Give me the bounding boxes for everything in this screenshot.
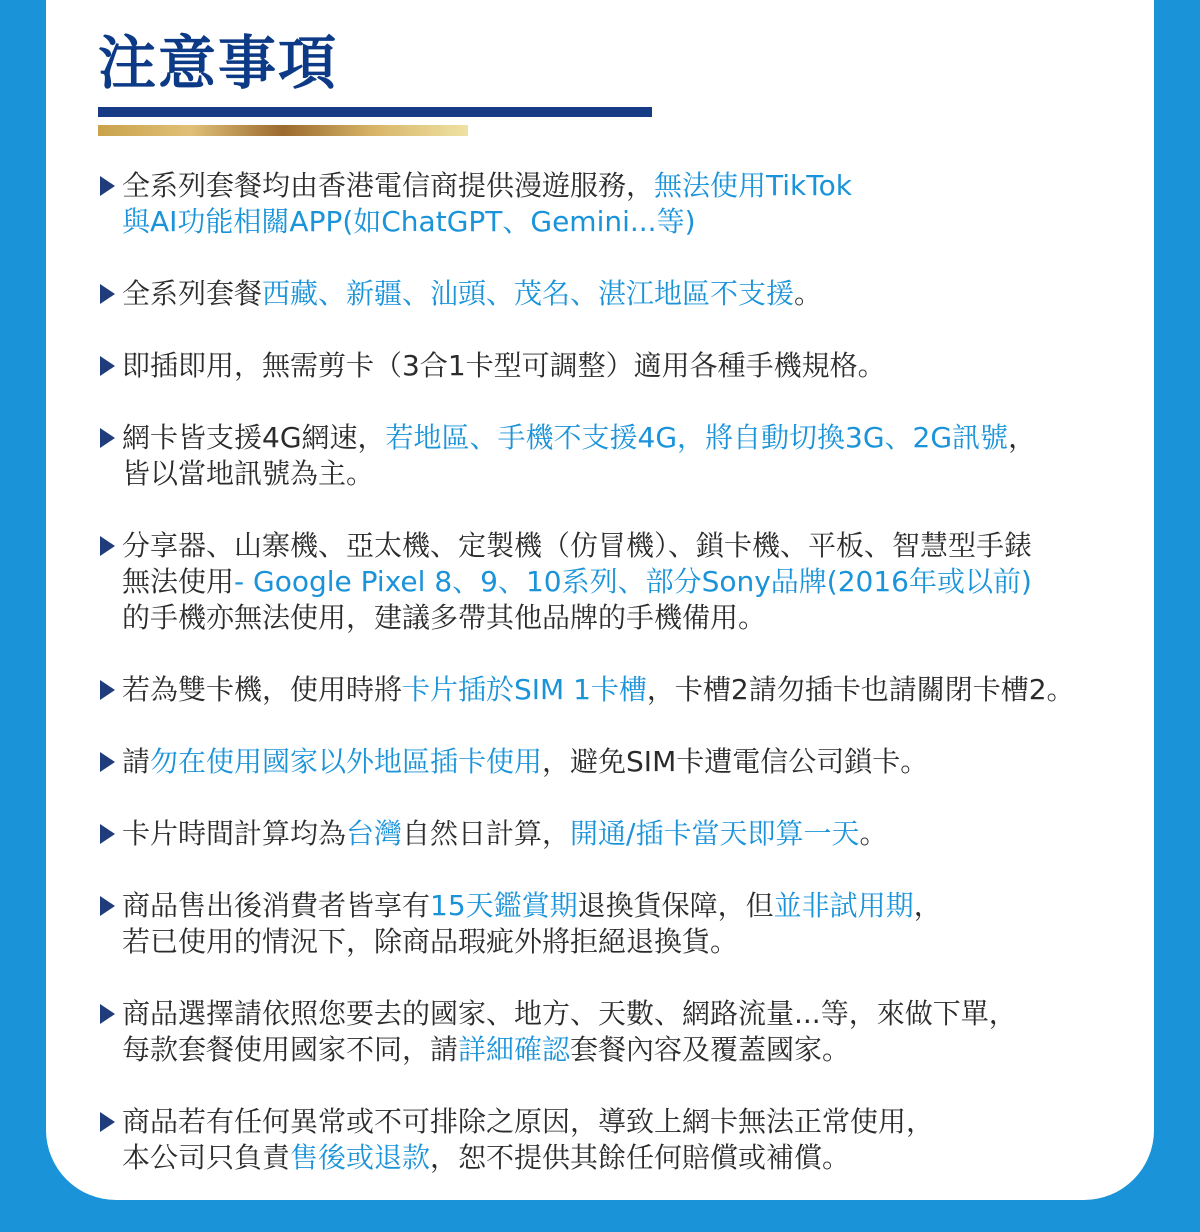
list-item-text [122, 744, 1152, 780]
list-item-text [122, 888, 1152, 960]
triangle-right-icon [100, 752, 115, 772]
list-item-text [122, 816, 1152, 852]
triangle-right-icon [100, 824, 115, 844]
text-segment: 商品售出後消費者皆享有 [122, 889, 431, 922]
text-segment: 。 [794, 277, 823, 310]
highlight-text: 詳細確認 [458, 1033, 571, 1066]
triangle-right-icon [100, 1112, 115, 1132]
text-segment: 皆以當地訊號為主。 [122, 457, 375, 490]
highlight-text: 並非試用期 [773, 889, 914, 922]
highlight-text: 與AI功能相關APP(如ChatGPT、Gemini...等) [122, 205, 696, 238]
highlight-text: 卡片插於SIM 1卡槽 [402, 673, 647, 706]
text-segment: 自然日計算， [402, 817, 571, 850]
highlight-text: - Google Pixel 8、9、10系列、部分Sony品牌(2016年或以前) [234, 565, 1032, 598]
text-segment: 若已使用的情況下，除商品瑕疵外將拒絕退換貨。 [122, 925, 739, 958]
text-segment: 的手機亦無法使用，建議多帶其他品牌的手機備用。 [122, 601, 767, 634]
text-segment: 商品若有任何異常或不可排除之原因，導致上網卡無法正常使用， [122, 1105, 935, 1138]
text-segment: 分享器、山寨機、亞太機、定製機（仿冒機）、鎖卡機、平板、智慧型手錶 [122, 529, 1033, 562]
text-segment: 。 [859, 817, 888, 850]
text-segment: ，避免SIM卡遭電信公司鎖卡。 [542, 745, 929, 778]
page-title: 注意事項 [98, 29, 339, 97]
text-segment: ，恕不提供其餘任何賠償或補償。 [430, 1141, 851, 1174]
triangle-right-icon [100, 1004, 115, 1024]
highlight-text: 售後或退款 [290, 1141, 431, 1174]
highlight-text: 開通/插卡當天即算一天 [570, 817, 860, 850]
highlight-text: 台灣 [346, 817, 403, 850]
title-underline-gold [98, 125, 468, 136]
highlight-text: 西藏、新疆、汕頭、茂名、湛江地區不支援 [262, 277, 795, 310]
list-item-text [122, 348, 1152, 384]
highlight-text: 若地區、手機不支援4G，將自動切換3G、2G訊號 [385, 421, 1009, 454]
triangle-right-icon [100, 680, 115, 700]
list-item-text [122, 420, 1152, 492]
highlight-text: 無法使用TikTok [654, 169, 852, 202]
text-segment: 無法使用 [122, 565, 235, 598]
text-segment: 套餐內容及覆蓋國家。 [570, 1033, 851, 1066]
list-item-text [122, 672, 1152, 708]
text-segment: ，卡槽2請勿插卡也請關閉卡槽2。 [646, 673, 1075, 706]
text-segment: ， [913, 889, 942, 922]
triangle-right-icon [100, 428, 115, 448]
triangle-right-icon [100, 896, 115, 916]
text-segment: 若為雙卡機，使用時將 [122, 673, 403, 706]
list-item-text [122, 276, 1152, 312]
highlight-text: 勿在使用國家以外地區插卡使用 [150, 745, 543, 778]
text-segment: 全系列套餐均由香港電信商提供漫遊服務， [122, 169, 655, 202]
text-segment: 每款套餐使用國家不同，請 [122, 1033, 459, 1066]
list-item-text [122, 528, 1152, 636]
text-segment: 退換貨保障，但 [577, 889, 774, 922]
list-item-text [122, 996, 1152, 1068]
text-segment: 即插即用，無需剪卡（3合1卡型可調整）適用各種手機規格。 [122, 349, 886, 382]
triangle-right-icon [100, 284, 115, 304]
triangle-right-icon [100, 356, 115, 376]
text-segment: ， [1008, 421, 1037, 454]
triangle-right-icon [100, 176, 115, 196]
triangle-right-icon [100, 536, 115, 556]
text-segment: 請 [122, 745, 151, 778]
text-segment: 本公司只負責 [122, 1141, 291, 1174]
text-segment: 網卡皆支援4G網速， [122, 421, 386, 454]
text-segment: 卡片時間計算均為 [122, 817, 347, 850]
highlight-text: 15天鑑賞期 [430, 889, 578, 922]
list-item-text [122, 1104, 1152, 1176]
list-item-text [122, 168, 1152, 240]
title-underline-navy [98, 107, 652, 117]
text-segment: 商品選擇請依照您要去的國家、地方、天數、網路流量...等，來做下單， [122, 997, 1017, 1030]
text-segment: 全系列套餐 [122, 277, 263, 310]
